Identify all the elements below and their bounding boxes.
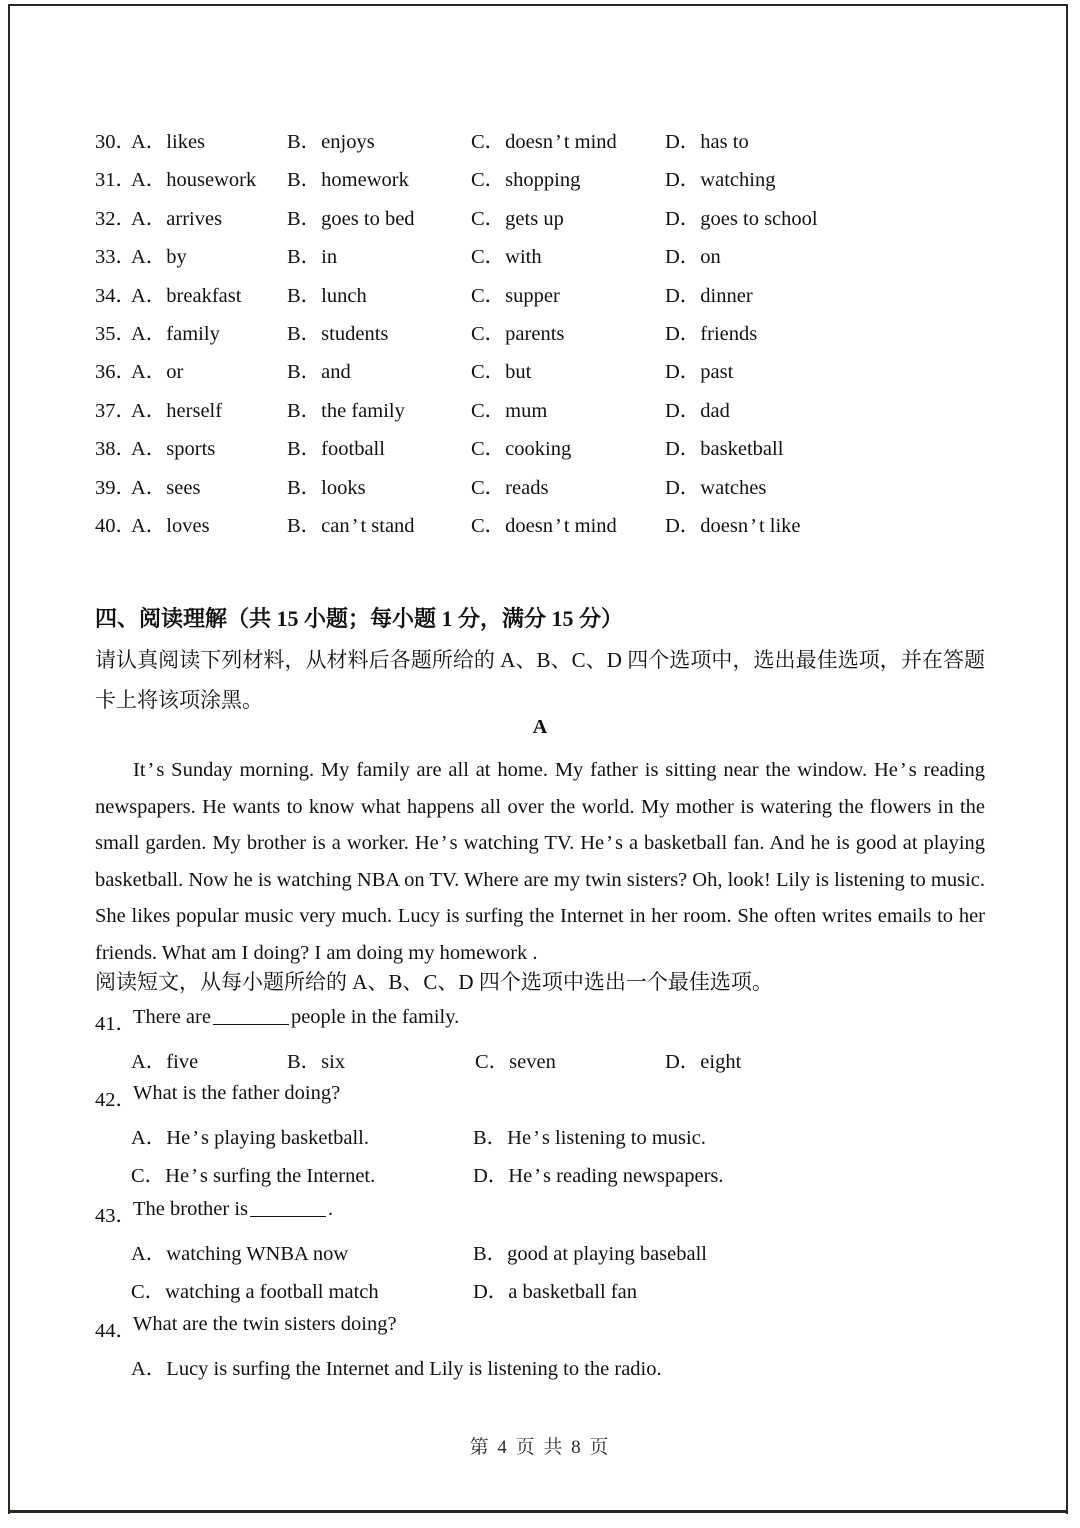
option-a-pre: A．He	[131, 1127, 191, 1149]
answer-blank[interactable]	[213, 1024, 289, 1025]
option-d[interactable]: D．dad	[665, 399, 730, 422]
cloze-row	[95, 354, 995, 392]
option-b[interactable]	[287, 508, 415, 538]
option-c[interactable]: C．with	[471, 246, 542, 269]
option-c[interactable]: C．but	[471, 361, 532, 384]
option-a[interactable]: A．family	[131, 322, 220, 345]
option-c-pre: C．doesn	[471, 514, 553, 537]
question-number: 35．	[95, 322, 136, 345]
question-number: 37．	[95, 399, 136, 422]
question-text: What are the twin sisters doing?	[133, 1313, 397, 1335]
option-b[interactable]: B．good at playing baseball	[473, 1243, 707, 1265]
option-b[interactable]: B．six	[287, 1051, 346, 1073]
option-a[interactable]: A．five	[131, 1051, 199, 1073]
cloze-row	[95, 162, 995, 200]
passage-seg-2: s Sunday morning. My family are all at home. My father is sitting near the window. He	[156, 759, 898, 781]
option-a[interactable]: A．likes	[131, 131, 206, 153]
option-b[interactable]: B．and	[287, 361, 351, 384]
option-row	[95, 1351, 995, 1389]
option-a-post: s playing basketball.	[201, 1127, 370, 1149]
option-b-post: s listening to music.	[541, 1127, 706, 1149]
option-b[interactable]: B．looks	[287, 476, 366, 499]
question-number: 42．	[95, 1089, 136, 1111]
question-stem	[95, 1198, 995, 1236]
option-b[interactable]: B．goes to bed	[287, 207, 415, 230]
question-number: 38．	[95, 438, 136, 461]
apostrophe-glyph: ’	[555, 131, 562, 153]
question-text	[133, 1006, 459, 1029]
option-a[interactable]: A．breakfast	[131, 284, 242, 307]
question-block-41	[95, 1006, 995, 1082]
section-heading: 四、阅读理解（共 15 小题；每小题 1 分，满分 15 分）	[95, 606, 624, 631]
question-text	[133, 1198, 333, 1221]
option-c[interactable]	[131, 1158, 375, 1188]
option-d-post: s reading newspapers.	[543, 1165, 724, 1187]
question-number: 43．	[95, 1205, 136, 1227]
cloze-row	[95, 201, 995, 239]
apostrophe-glyph: ’	[147, 759, 155, 781]
option-d[interactable]: D．friends	[665, 322, 758, 345]
option-row	[95, 1236, 995, 1274]
cloze-row	[95, 124, 995, 162]
option-b-post: t stand	[360, 514, 415, 537]
apostrophe-glyph: ’	[534, 1165, 542, 1187]
question-stem	[95, 1006, 995, 1044]
passage-title: A	[532, 716, 548, 738]
option-c[interactable]: C．parents	[471, 322, 565, 345]
option-a[interactable]	[131, 1120, 369, 1150]
option-b[interactable]: B．enjoys	[287, 131, 375, 153]
passage-seg-1: It	[133, 759, 146, 781]
option-c[interactable]: C．seven	[475, 1051, 556, 1073]
cloze-row	[95, 470, 995, 508]
option-a[interactable]: A．Lucy is surfing the Internet and Lily is listening to the radio.	[131, 1358, 662, 1380]
apostrophe-glyph: ’	[351, 514, 359, 537]
cloze-row	[95, 393, 995, 431]
option-c[interactable]: C．gets up	[471, 207, 564, 230]
passage-body	[95, 752, 985, 971]
option-a[interactable]: A．watching WNBA now	[131, 1243, 349, 1265]
cloze-row	[95, 431, 995, 469]
option-d[interactable]	[473, 1158, 724, 1188]
question-number: 34．	[95, 284, 136, 307]
option-a[interactable]: A．herself	[131, 399, 223, 422]
apostrophe-glyph: ’	[606, 832, 613, 854]
cloze-row	[95, 239, 995, 277]
option-c-post: s surfing the Internet.	[199, 1165, 376, 1187]
question-text: What is the father doing?	[133, 1082, 341, 1104]
apostrophe-glyph: ’	[533, 1127, 540, 1149]
option-d[interactable]: D．on	[665, 246, 721, 269]
section-instruction: 请认真阅读下列材料，从材料后各题所给的 A、B、C、D 四个选项中，选出最佳选项，并在答题卡上将该项涂黑。	[95, 648, 985, 712]
option-c[interactable]: C．shopping	[471, 169, 581, 192]
option-b[interactable]	[473, 1120, 706, 1150]
question-number: 33．	[95, 246, 136, 269]
option-a[interactable]: A．or	[131, 361, 184, 384]
option-d[interactable]: D．a basketball fan	[473, 1281, 637, 1303]
option-c[interactable]: C．cooking	[471, 438, 572, 461]
question-number: 30．	[95, 131, 136, 153]
question-number: 32．	[95, 207, 136, 230]
option-a[interactable]: A．arrives	[131, 207, 223, 230]
option-d-pre: D．He	[473, 1165, 533, 1187]
option-a[interactable]: A．by	[131, 246, 187, 269]
option-c-post: t mind	[563, 514, 617, 537]
option-c-post: t mind	[563, 131, 617, 153]
option-a[interactable]: A．sports	[131, 438, 216, 461]
option-row	[95, 1158, 995, 1196]
option-a[interactable]: A．sees	[131, 476, 201, 499]
passage-seg-5: s a basketball fan. And he is good at playing basketball. Now he is watching NBA on TV. Where are my twin sisters? Oh, look! Lily is listening to music. She likes popular music very much. Lucy is surfing the Internet in her room. She often writes emails to her friends. What am I doing? I am doing my homework .	[95, 832, 986, 964]
option-c[interactable]: C．supper	[471, 284, 560, 307]
passage-sub-instruction: 阅读短文，从每小题所给的 A、B、C、D 四个选项中选出一个最佳选项。	[95, 970, 773, 994]
option-d-pre: D．doesn	[665, 514, 749, 537]
option-c-pre: C．He	[131, 1165, 190, 1187]
passage-seg-3: s reading newspapers. He wants to know what happens all over the world. My mother is watering the flowers in the small garden. My brother is a worker. He	[95, 759, 985, 854]
apostrophe-glyph: ’	[191, 1165, 198, 1187]
option-c-pre: C．doesn	[471, 131, 553, 153]
stem-post: .	[328, 1198, 334, 1220]
scan-edge-bottom	[8, 1510, 1068, 1513]
option-row	[95, 1274, 995, 1312]
question-number: 36．	[95, 361, 136, 384]
page-footer: 第 4 页 共 8 页	[469, 1437, 611, 1458]
option-c[interactable]	[471, 508, 617, 538]
cloze-options-list	[95, 124, 995, 546]
stem-post: people in the family.	[290, 1006, 460, 1028]
option-d[interactable]: D．eight	[665, 1051, 742, 1073]
stem-pre: The brother is	[133, 1198, 248, 1220]
question-number: 39．	[95, 476, 136, 499]
option-d[interactable]: D．watching	[665, 169, 776, 192]
question-block-44	[95, 1313, 995, 1389]
option-b-pre: B．He	[473, 1127, 532, 1149]
cloze-row	[95, 316, 995, 354]
question-block-42	[95, 1082, 995, 1196]
option-b[interactable]: B．students	[287, 322, 389, 345]
scan-edge-left	[8, 4, 10, 1514]
option-c[interactable]: C．reads	[471, 476, 549, 499]
apostrophe-glyph: ’	[899, 759, 907, 781]
passage-seg-4: s watching TV. He	[449, 832, 605, 854]
question-stem	[95, 1313, 995, 1351]
scan-edge-right	[1066, 4, 1068, 1514]
option-b[interactable]: B．football	[287, 438, 385, 461]
question-number: 31．	[95, 169, 136, 192]
option-row	[95, 1044, 995, 1082]
option-d[interactable]: D．dinner	[665, 284, 753, 307]
option-b[interactable]: B．homework	[287, 169, 409, 192]
cloze-row	[95, 508, 995, 546]
stem-pre: There are	[133, 1006, 211, 1028]
apostrophe-glyph: ’	[192, 1127, 200, 1149]
apostrophe-glyph: ’	[555, 514, 562, 537]
option-d[interactable]	[665, 508, 801, 538]
question-stem	[95, 1082, 995, 1120]
question-block-43	[95, 1198, 995, 1312]
question-number: 40．	[95, 514, 136, 537]
answer-blank[interactable]	[250, 1216, 326, 1217]
cloze-row	[95, 278, 995, 316]
option-d[interactable]: D．has to	[665, 131, 749, 153]
option-d[interactable]: D．watches	[665, 476, 767, 499]
question-number: 44．	[95, 1320, 136, 1342]
option-b-pre: B．can	[287, 514, 350, 537]
option-d[interactable]: D．basketball	[665, 438, 784, 461]
apostrophe-glyph: ’	[440, 832, 448, 854]
option-b[interactable]: B．the family	[287, 399, 405, 422]
option-d[interactable]: D．past	[665, 361, 734, 384]
option-c[interactable]: C．watching a football match	[131, 1281, 379, 1303]
option-row	[95, 1120, 995, 1158]
option-c[interactable]	[471, 124, 617, 154]
option-a[interactable]: A．housework	[131, 169, 257, 192]
option-a[interactable]: A．loves	[131, 514, 210, 537]
option-d-post: t like	[758, 514, 801, 537]
scan-edge-top	[8, 4, 1068, 6]
option-d[interactable]: D．goes to school	[665, 207, 818, 230]
question-number: 41．	[95, 1013, 136, 1035]
option-c[interactable]: C．mum	[471, 399, 548, 422]
apostrophe-glyph: ’	[750, 514, 757, 537]
option-b[interactable]: B．in	[287, 246, 338, 269]
option-b[interactable]: B．lunch	[287, 284, 367, 307]
